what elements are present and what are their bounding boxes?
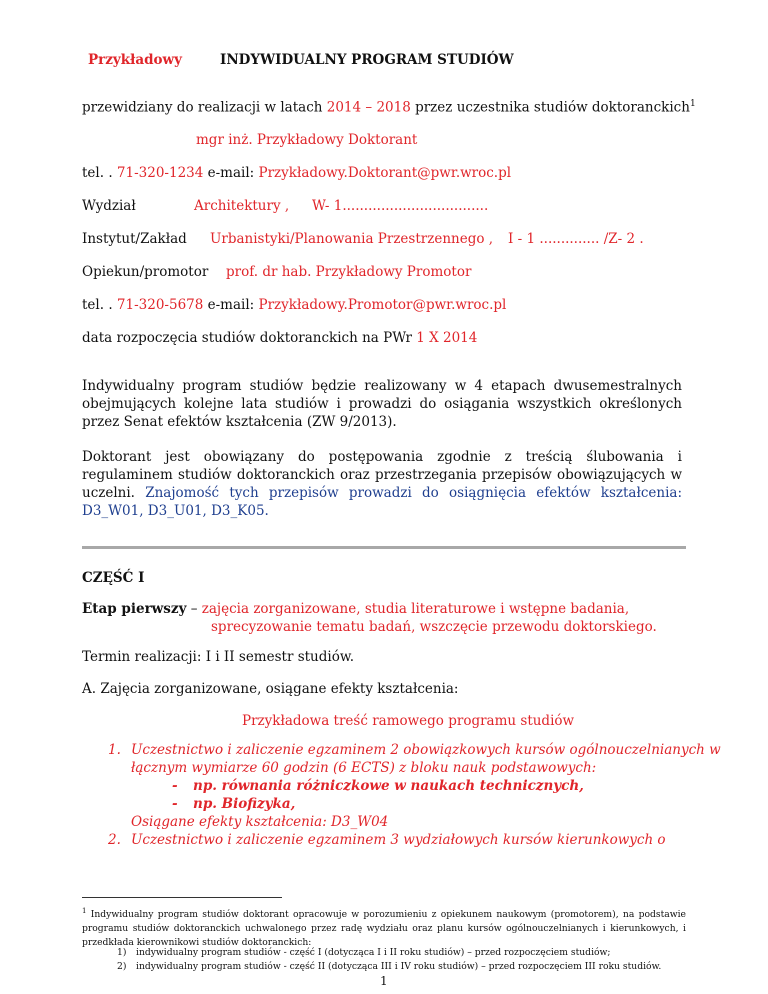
list-item-2: Uczestnictwo i zaliczenie egzaminem 3 wydziałowych kursów kierunkowych o: [131, 832, 666, 848]
footnote-mark: 1: [82, 907, 87, 915]
section-divider: [82, 546, 686, 549]
start-date: 1 X 2014: [416, 330, 478, 346]
institute-name: Urbanistyki/Planowania Przestrzennego ,: [210, 231, 494, 247]
supervisor-tel: 71-320-5678: [116, 297, 204, 313]
supervisor-name: prof. dr hab. Przykładowy Promotor: [226, 264, 472, 280]
faculty-name: Architektury ,: [194, 198, 290, 214]
page-number: 1: [380, 974, 388, 988]
intro-suffix: przez uczestnika studiów doktoranckich: [410, 99, 690, 116]
sub-item-1: np. równania różniczkowe w naukach technicznych,: [193, 778, 584, 794]
list-item-number: 1.: [108, 742, 121, 758]
footnote: [82, 904, 686, 950]
institute-label: Instytut/Zakład: [82, 231, 187, 247]
section-a-heading: A. Zajęcia zorganizowane, osiągane efekty kształcenia:: [82, 681, 459, 697]
footnote-item-text: indywidualny program studiów - część I (dotycząca I i II roku studiów) – przed rozpoczęciem studiów;: [136, 947, 611, 958]
list-item-1: Uczestnictwo i zaliczenie egzaminem 2 obowiązkowych kursów ogólnouczelnianych w: [131, 742, 721, 758]
header-label: Przykładowy: [88, 52, 182, 68]
sub-item-dash: -: [172, 778, 178, 794]
footnote-rule: [82, 897, 282, 898]
intro-prefix: przewidziany do realizacji w latach: [82, 99, 327, 116]
student-email: Przykładowy.Doktorant@pwr.wroc.pl: [258, 165, 512, 181]
program-paragraph: Indywidualny program studiów będzie realizowany w 4 etapach dwusemestralnych obejmujących kolejne lata studiów i prowadzi do osiągania wszystkich określonych przez Senat efektów kształcenia (ZW 9/2013).: [82, 378, 682, 430]
email-label: e-mail:: [203, 165, 259, 181]
email-label: e-mail:: [203, 297, 259, 313]
term-line: Termin realizacji: I i II semestr studiów.: [82, 649, 355, 665]
intro-line: [82, 99, 696, 116]
start-date-label: data rozpoczęcia studiów doktoranckich na PWr: [82, 330, 417, 346]
footnote-item-1: [117, 946, 677, 960]
footnote-item-number: 2): [117, 961, 127, 972]
supervisor-contact: [82, 297, 506, 313]
learning-effects: Znajomość tych przepisów prowadzi do osiągnięcia efektów kształcenia: D3_W01, D3_U01, D3_K05.: [82, 485, 683, 519]
example-heading: Przykładowa treść ramowego programu studiów: [242, 713, 575, 729]
student-tel: 71-320-1234: [116, 165, 204, 181]
student-name: mgr inż. Przykładowy Doktorant: [196, 132, 418, 148]
stage-description: zajęcia zorganizowane, studia literaturowe i wstępne badania,: [201, 601, 630, 617]
footnote-text: Indywidualny program studiów doktorant opracowuje w porozumieniu z opiekunem naukowym (promotorem), na podstawie programu studiów doktoranckich uchwalonego przez radę wydziału oraz planu kursów ogólnouczelnianych i kierunkowych, i przedkłada kierownikowi studiów doktoranckich:: [82, 909, 686, 949]
list-effects: Osiągane efekty kształcenia: D3_W04: [131, 814, 389, 830]
tel-label: tel. .: [82, 297, 117, 313]
stage-description-cont: sprecyzowanie tematu badań, wszczęcie przewodu doktorskiego.: [211, 619, 657, 635]
tel-label: tel. .: [82, 165, 117, 181]
obligations-paragraph: [82, 448, 682, 520]
supervisor-label: Opiekun/promotor: [82, 264, 209, 280]
list-item-1-cont: łącznym wymiarze 60 godzin (6 ECTS) z bloku nauk podstawowych:: [131, 760, 597, 776]
footnote-item-2: [117, 960, 677, 974]
document-title: INDYWIDUALNY PROGRAM STUDIÓW: [220, 52, 514, 68]
faculty-code: W- 1..................................: [312, 198, 489, 214]
part-heading: CZĘŚĆ I: [82, 570, 145, 586]
footnote-item-text: indywidualny program studiów - część II (dotycząca III i IV roku studiów) – przed rozpoczęciem III roku studiów.: [136, 961, 662, 972]
stage-line: [82, 601, 629, 617]
stage-label: Etap pierwszy: [82, 601, 187, 617]
footnote-item-number: 1): [117, 947, 127, 958]
institute-code: I - 1 .............. /Z- 2 .: [508, 231, 644, 247]
supervisor-email: Przykładowy.Promotor@pwr.wroc.pl: [258, 297, 507, 313]
start-date-line: [82, 330, 477, 346]
faculty-label: Wydział: [82, 198, 136, 214]
student-contact: [82, 165, 511, 181]
sub-item-2: np. Biofizyka,: [193, 796, 296, 812]
list-item-number: 2.: [108, 832, 121, 848]
obligations-text: Doktorant jest obowiązany do postępowania zgodnie z treścią ślubowania i regulaminem studiów doktoranckich oraz przestrzegania przepisów obowiązujących w uczelni.: [82, 449, 682, 501]
stage-dash: –: [186, 601, 202, 617]
sub-item-dash: -: [172, 796, 178, 812]
study-years: 2014 – 2018: [326, 99, 411, 116]
footnote-reference: 1: [689, 99, 696, 109]
